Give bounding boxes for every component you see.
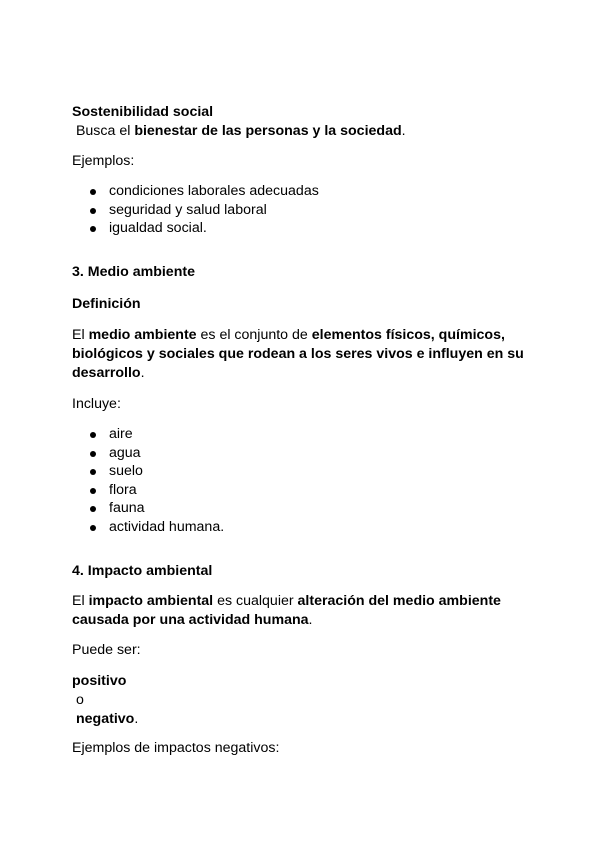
or-label: o xyxy=(72,692,84,708)
list-item xyxy=(72,201,319,220)
bullet-icon xyxy=(90,525,96,531)
para-text: El xyxy=(72,593,89,609)
list-item xyxy=(72,462,224,481)
social-desc-text: Busca el xyxy=(72,123,135,139)
para-bold: medio ambiente xyxy=(88,327,197,343)
list-item-text: suelo xyxy=(109,463,143,480)
social-desc-period: . xyxy=(401,123,406,139)
medio-definition-paragraph xyxy=(72,326,540,383)
section-heading-impacto-ambiental: 4. Impacto ambiental xyxy=(72,563,213,579)
social-examples-list xyxy=(72,182,319,238)
list-item xyxy=(72,481,224,500)
para-bold: elementos físicos, químicos, biológicos y sociales que rodean a los seres vivos e influyen en su desarrollo xyxy=(72,327,524,381)
list-item xyxy=(72,518,224,537)
bullet-icon xyxy=(90,469,96,475)
list-item-text: fauna xyxy=(109,500,145,517)
para-bold: alteración del medio ambiente causada por una actividad humana xyxy=(72,593,501,628)
bullet-icon xyxy=(90,208,96,214)
list-item-text: condiciones laborales adecuadas xyxy=(109,183,319,199)
definition-heading: Definición xyxy=(72,296,141,312)
bullet-icon xyxy=(90,451,96,457)
negative-line xyxy=(76,710,540,729)
includes-label: Incluye: xyxy=(72,396,121,412)
negative-examples-label: Ejemplos de impactos negativos: xyxy=(72,740,280,756)
social-examples-label: Ejemplos: xyxy=(72,153,135,169)
list-item-text: seguridad y salud laboral xyxy=(109,201,267,218)
para-bold: impacto ambiental xyxy=(88,593,214,609)
list-item-text: aire xyxy=(109,426,133,442)
section-heading-social: Sostenibilidad social xyxy=(72,104,214,120)
list-item-text: igualdad social. xyxy=(109,220,207,237)
negative-label: negativo xyxy=(76,711,135,727)
bullet-icon xyxy=(90,432,96,438)
list-item xyxy=(72,425,224,444)
list-item xyxy=(72,219,319,238)
positive-label: positivo xyxy=(72,673,127,689)
section-heading-medio-ambiente: 3. Medio ambiente xyxy=(72,264,195,280)
bullet-icon xyxy=(90,506,96,512)
para-text: es cualquier xyxy=(213,593,298,609)
impacto-definition-paragraph xyxy=(72,592,540,630)
list-item-text: flora xyxy=(109,481,137,498)
para-period: . xyxy=(308,612,313,628)
para-text: es el conjunto de xyxy=(196,327,312,343)
bullet-icon xyxy=(90,226,96,232)
social-description xyxy=(72,122,540,141)
para-text: El xyxy=(72,327,89,343)
social-desc-bold: bienestar de las personas y la sociedad xyxy=(134,123,402,139)
list-item-text: actividad humana. xyxy=(109,518,225,535)
includes-list xyxy=(72,425,224,537)
para-period: . xyxy=(140,365,145,381)
bullet-icon xyxy=(90,488,96,494)
list-item xyxy=(72,182,319,201)
bullet-icon xyxy=(90,189,96,195)
can-be-label: Puede ser: xyxy=(72,642,141,658)
list-item-text: agua xyxy=(109,444,141,461)
list-item xyxy=(72,499,224,518)
list-item xyxy=(72,444,224,463)
negative-period: . xyxy=(134,711,139,727)
